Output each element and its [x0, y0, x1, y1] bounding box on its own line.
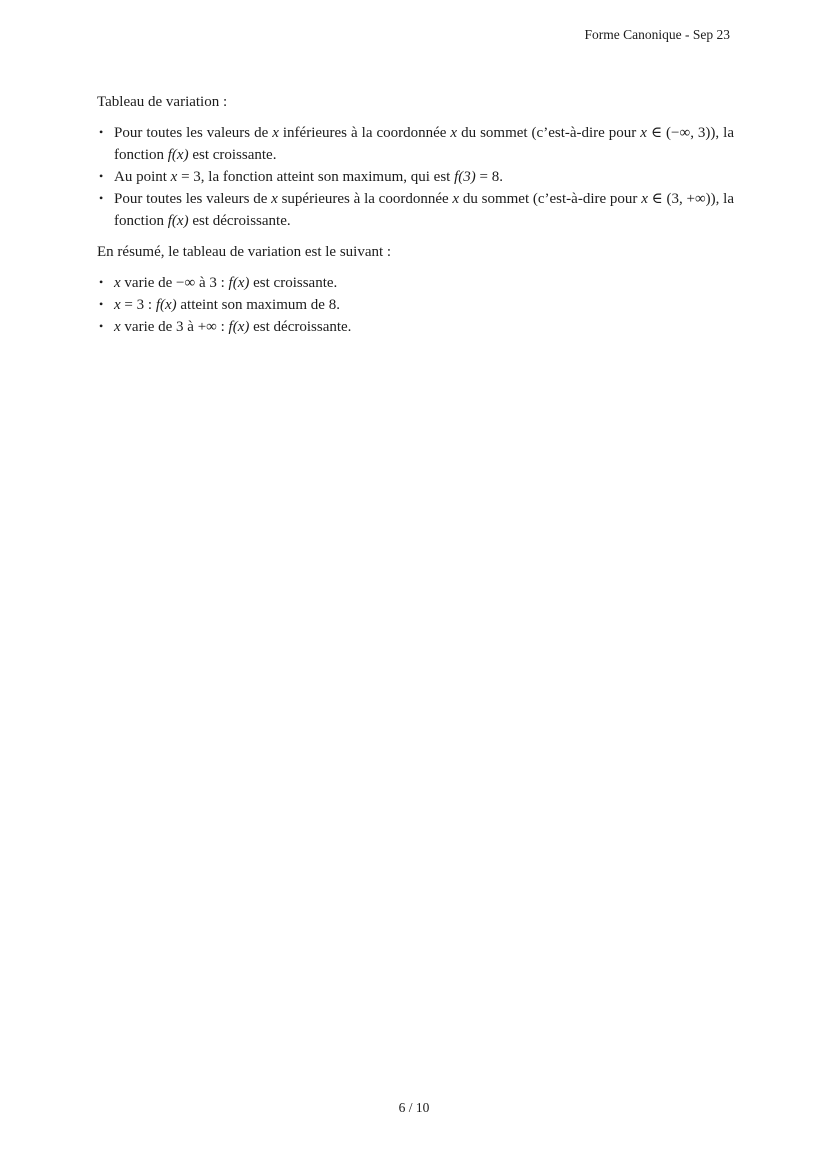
summary-intro: En résumé, le tableau de variation est le suivant : [97, 244, 392, 260]
math-expression: x [114, 275, 121, 291]
list-item-text: x varie de 3 à +∞ : f(x) est décroissante. [114, 319, 352, 335]
list-item [97, 122, 734, 166]
math-expression: x [450, 125, 458, 141]
list-item-text: x = 3 : f(x) atteint son maximum de 8. [114, 297, 340, 313]
math-expression: f(x) [155, 297, 177, 313]
math-expression: f(x) [228, 275, 250, 291]
bullet-icon: • [99, 319, 104, 333]
page-number: 6 / 10 [398, 1100, 430, 1115]
math-expression: f(x) [167, 147, 189, 163]
bullet-icon: • [99, 275, 104, 289]
list-item-text: Pour toutes les valeurs de x supérieures à la coordonnée x du sommet (c’est-à-dire pour x ∈ (3, +∞)), la fonction f(x) est décroissante. [114, 191, 734, 229]
bullet-icon: • [99, 191, 104, 205]
math-expression: f(x) [167, 213, 189, 229]
math-expression: x [641, 191, 648, 207]
bullet-icon: • [99, 297, 104, 311]
list-item-text: Au point x = 3, la fonction atteint son maximum, qui est f(3) = 8. [114, 169, 503, 185]
section-title: Tableau de variation : [97, 94, 228, 110]
math-expression: x [452, 191, 460, 207]
list-item-text: Pour toutes les valeurs de x inférieures à la coordonnée x du sommet (c’est-à-dire pour x ∈ (−∞, 3)), la fonction f(x) est croissante. [114, 125, 734, 163]
document-header: Forme Canonique - Sep 23 [584, 27, 730, 42]
summary-list [97, 272, 734, 338]
list-item [97, 188, 734, 232]
math-expression: f(x) [228, 319, 250, 335]
math-expression: x [271, 191, 278, 207]
math-expression: x [114, 297, 121, 313]
math-expression: x [114, 319, 121, 335]
list-item [97, 272, 734, 294]
math-expression: x [272, 125, 279, 141]
list-item [97, 316, 734, 338]
bullet-icon: • [99, 169, 104, 183]
list-item [97, 294, 734, 316]
bullet-icon: • [99, 125, 104, 139]
document-content [97, 91, 734, 347]
math-expression: f(3) [454, 169, 476, 185]
math-expression: x [170, 169, 178, 185]
math-expression: x [640, 125, 647, 141]
variation-list [97, 122, 734, 232]
list-item-text: x varie de −∞ à 3 : f(x) est croissante. [114, 275, 338, 291]
list-item [97, 166, 734, 188]
